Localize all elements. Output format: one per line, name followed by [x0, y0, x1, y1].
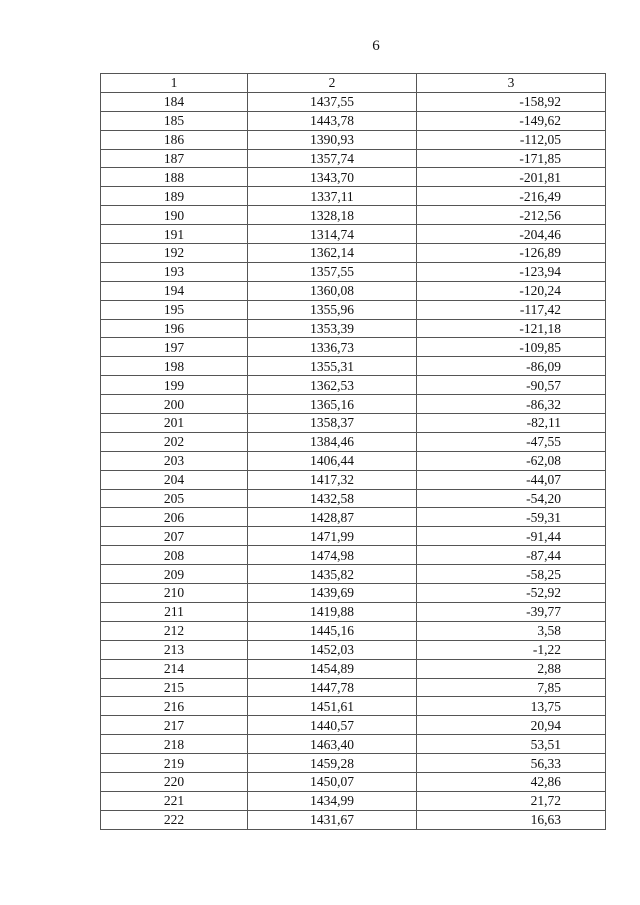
- cell-index: 216: [101, 697, 248, 716]
- cell-index: 222: [101, 810, 248, 829]
- cell-value-3: -91,44: [417, 527, 606, 546]
- data-table: [100, 73, 606, 830]
- cell-value-2: 1417,32: [248, 470, 417, 489]
- cell-value-3: -52,92: [417, 584, 606, 603]
- cell-value-2: 1463,40: [248, 735, 417, 754]
- cell-value-3: -59,31: [417, 508, 606, 527]
- table-row: [101, 206, 606, 225]
- cell-value-2: 1428,87: [248, 508, 417, 527]
- cell-value-2: 1362,14: [248, 244, 417, 263]
- cell-value-3: -54,20: [417, 489, 606, 508]
- cell-value-2: 1337,11: [248, 187, 417, 206]
- cell-value-2: 1447,78: [248, 678, 417, 697]
- cell-value-2: 1365,16: [248, 395, 417, 414]
- cell-value-3: 21,72: [417, 791, 606, 810]
- table-row: [101, 111, 606, 130]
- table-row: [101, 754, 606, 773]
- cell-value-3: -39,77: [417, 602, 606, 621]
- cell-value-3: -126,89: [417, 244, 606, 263]
- cell-index: 205: [101, 489, 248, 508]
- cell-value-2: 1357,55: [248, 262, 417, 281]
- cell-value-3: -212,56: [417, 206, 606, 225]
- table-row: [101, 168, 606, 187]
- cell-value-3: -86,32: [417, 395, 606, 414]
- cell-value-3: 3,58: [417, 621, 606, 640]
- table-row: [101, 92, 606, 111]
- table-body: [101, 92, 606, 829]
- cell-value-3: -201,81: [417, 168, 606, 187]
- cell-value-3: -62,08: [417, 451, 606, 470]
- table-row: [101, 810, 606, 829]
- cell-value-3: -123,94: [417, 262, 606, 281]
- table-row: [101, 565, 606, 584]
- cell-index: 212: [101, 621, 248, 640]
- table-row: [101, 414, 606, 433]
- cell-value-3: -82,11: [417, 414, 606, 433]
- cell-index: 184: [101, 92, 248, 111]
- cell-value-3: -1,22: [417, 640, 606, 659]
- cell-index: 206: [101, 508, 248, 527]
- cell-value-2: 1406,44: [248, 451, 417, 470]
- cell-value-3: -120,24: [417, 281, 606, 300]
- table-row: [101, 791, 606, 810]
- cell-value-3: -109,85: [417, 338, 606, 357]
- page-number: 6: [372, 38, 380, 54]
- cell-value-3: -158,92: [417, 92, 606, 111]
- cell-index: 204: [101, 470, 248, 489]
- table-row: [101, 508, 606, 527]
- cell-value-2: 1384,46: [248, 432, 417, 451]
- cell-value-2: 1358,37: [248, 414, 417, 433]
- cell-value-3: -86,09: [417, 357, 606, 376]
- cell-value-3: -44,07: [417, 470, 606, 489]
- cell-index: 211: [101, 602, 248, 621]
- table-row: [101, 262, 606, 281]
- cell-value-2: 1343,70: [248, 168, 417, 187]
- cell-value-2: 1437,55: [248, 92, 417, 111]
- cell-index: 190: [101, 206, 248, 225]
- cell-index: 218: [101, 735, 248, 754]
- cell-value-3: -121,18: [417, 319, 606, 338]
- table-row: [101, 697, 606, 716]
- cell-index: 210: [101, 584, 248, 603]
- cell-value-3: -171,85: [417, 149, 606, 168]
- table-row: [101, 716, 606, 735]
- cell-value-2: 1390,93: [248, 130, 417, 149]
- cell-index: 220: [101, 772, 248, 791]
- table-row: [101, 621, 606, 640]
- cell-value-3: -117,42: [417, 300, 606, 319]
- cell-index: 217: [101, 716, 248, 735]
- cell-value-3: -90,57: [417, 376, 606, 395]
- cell-value-3: -216,49: [417, 187, 606, 206]
- cell-value-3: -47,55: [417, 432, 606, 451]
- cell-index: 187: [101, 149, 248, 168]
- cell-index: 195: [101, 300, 248, 319]
- cell-value-2: 1440,57: [248, 716, 417, 735]
- cell-value-3: -149,62: [417, 111, 606, 130]
- table-row: [101, 281, 606, 300]
- cell-index: 188: [101, 168, 248, 187]
- cell-index: 200: [101, 395, 248, 414]
- column-header-1: 1: [101, 74, 248, 93]
- table-row: [101, 659, 606, 678]
- cell-value-3: 2,88: [417, 659, 606, 678]
- cell-index: 189: [101, 187, 248, 206]
- cell-index: 185: [101, 111, 248, 130]
- cell-value-2: 1328,18: [248, 206, 417, 225]
- cell-index: 219: [101, 754, 248, 773]
- cell-index: 213: [101, 640, 248, 659]
- cell-index: 197: [101, 338, 248, 357]
- table-row: [101, 489, 606, 508]
- cell-index: 192: [101, 244, 248, 263]
- cell-index: 202: [101, 432, 248, 451]
- cell-value-2: 1360,08: [248, 281, 417, 300]
- table-row: [101, 225, 606, 244]
- table-row: [101, 735, 606, 754]
- cell-value-2: 1355,31: [248, 357, 417, 376]
- cell-index: 209: [101, 565, 248, 584]
- table-row: [101, 772, 606, 791]
- table-header-row: [101, 74, 606, 93]
- table-row: [101, 470, 606, 489]
- table-row: [101, 357, 606, 376]
- cell-value-2: 1431,67: [248, 810, 417, 829]
- cell-index: 201: [101, 414, 248, 433]
- cell-index: 207: [101, 527, 248, 546]
- cell-index: 198: [101, 357, 248, 376]
- cell-value-3: 13,75: [417, 697, 606, 716]
- cell-value-3: 20,94: [417, 716, 606, 735]
- cell-value-3: 16,63: [417, 810, 606, 829]
- cell-value-2: 1357,74: [248, 149, 417, 168]
- cell-value-2: 1355,96: [248, 300, 417, 319]
- table-row: [101, 584, 606, 603]
- cell-value-2: 1474,98: [248, 546, 417, 565]
- cell-value-2: 1452,03: [248, 640, 417, 659]
- cell-value-3: 56,33: [417, 754, 606, 773]
- table-row: [101, 149, 606, 168]
- cell-index: 186: [101, 130, 248, 149]
- cell-index: 215: [101, 678, 248, 697]
- column-header-3: 3: [417, 74, 606, 93]
- cell-value-2: 1362,53: [248, 376, 417, 395]
- cell-value-2: 1445,16: [248, 621, 417, 640]
- cell-index: 203: [101, 451, 248, 470]
- table-row: [101, 376, 606, 395]
- table-row: [101, 432, 606, 451]
- cell-value-3: 42,86: [417, 772, 606, 791]
- cell-value-2: 1419,88: [248, 602, 417, 621]
- cell-value-3: 53,51: [417, 735, 606, 754]
- table-row: [101, 300, 606, 319]
- cell-value-3: -58,25: [417, 565, 606, 584]
- cell-value-2: 1471,99: [248, 527, 417, 546]
- cell-index: 196: [101, 319, 248, 338]
- cell-value-3: 7,85: [417, 678, 606, 697]
- cell-index: 199: [101, 376, 248, 395]
- cell-index: 191: [101, 225, 248, 244]
- cell-value-2: 1451,61: [248, 697, 417, 716]
- cell-value-3: -204,46: [417, 225, 606, 244]
- cell-value-3: -87,44: [417, 546, 606, 565]
- table-row: [101, 338, 606, 357]
- cell-value-2: 1459,28: [248, 754, 417, 773]
- table-row: [101, 546, 606, 565]
- cell-value-2: 1353,39: [248, 319, 417, 338]
- cell-index: 214: [101, 659, 248, 678]
- cell-value-2: 1336,73: [248, 338, 417, 357]
- cell-value-3: -112,05: [417, 130, 606, 149]
- table-row: [101, 678, 606, 697]
- table-row: [101, 319, 606, 338]
- table-row: [101, 187, 606, 206]
- cell-value-2: 1443,78: [248, 111, 417, 130]
- table-row: [101, 244, 606, 263]
- table-row: [101, 130, 606, 149]
- cell-value-2: 1454,89: [248, 659, 417, 678]
- table-row: [101, 395, 606, 414]
- cell-value-2: 1439,69: [248, 584, 417, 603]
- cell-index: 221: [101, 791, 248, 810]
- cell-value-2: 1435,82: [248, 565, 417, 584]
- cell-value-2: 1434,99: [248, 791, 417, 810]
- cell-index: 208: [101, 546, 248, 565]
- cell-value-2: 1432,58: [248, 489, 417, 508]
- cell-index: 194: [101, 281, 248, 300]
- cell-index: 193: [101, 262, 248, 281]
- cell-value-2: 1314,74: [248, 225, 417, 244]
- table-row: [101, 640, 606, 659]
- table-row: [101, 451, 606, 470]
- table-row: [101, 527, 606, 546]
- table-row: [101, 602, 606, 621]
- cell-value-2: 1450,07: [248, 772, 417, 791]
- column-header-2: 2: [248, 74, 417, 93]
